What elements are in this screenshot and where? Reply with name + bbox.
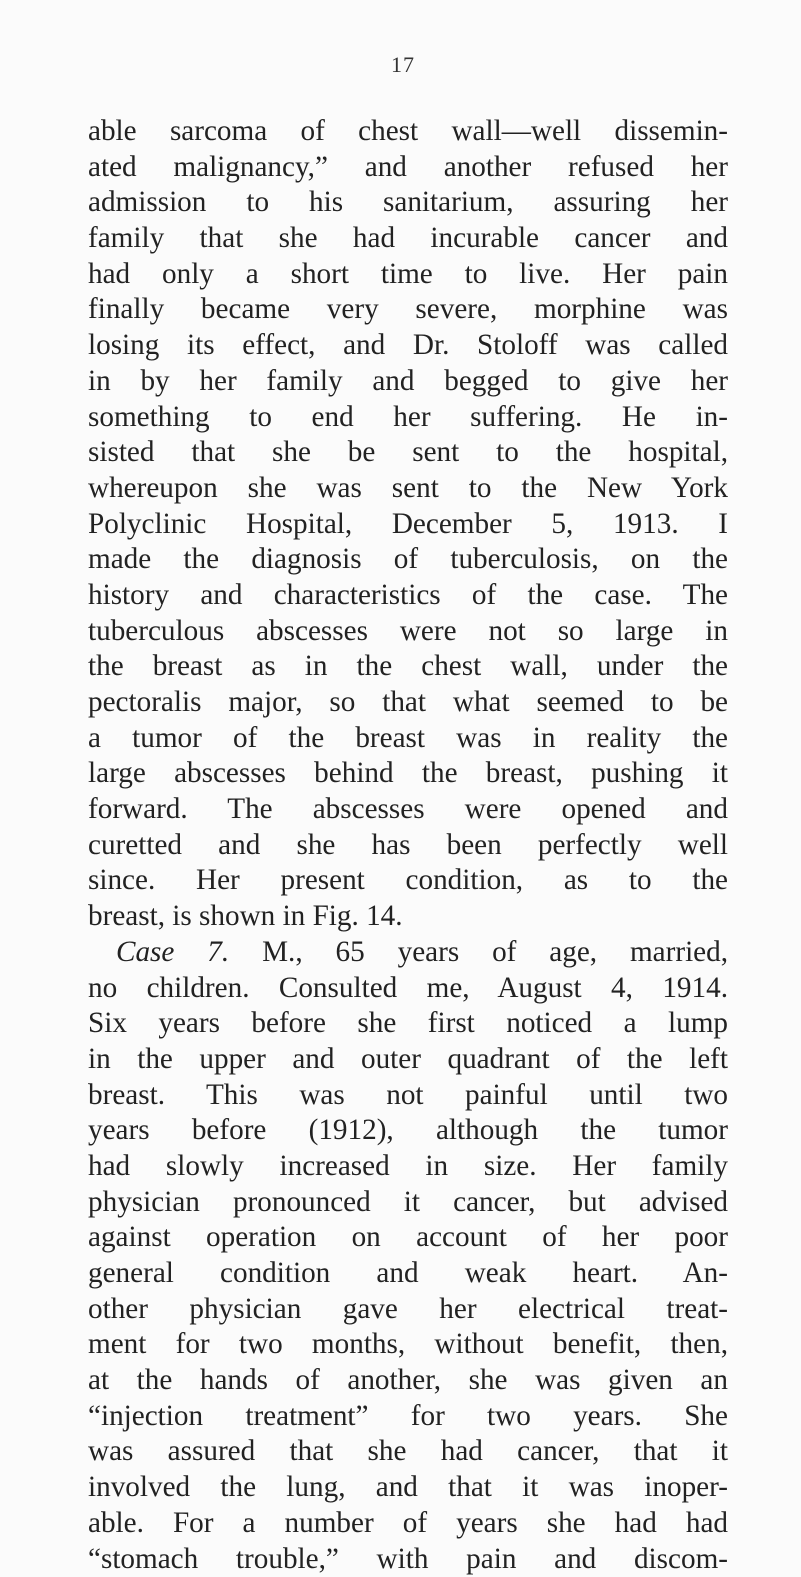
text-line: at the hands of another, she was given an [88,1363,728,1399]
text-line: had slowly increased in size. Her family [88,1149,728,1185]
text-line: in by her family and begged to give her [88,364,728,400]
text-line: tuberculous abscesses were not so large in [88,614,728,650]
text-line: physician pronounced it cancer, but advised [88,1185,728,1221]
text-line: years before (1912), although the tumor [88,1113,728,1149]
text-line: a tumor of the breast was in reality the [88,721,728,757]
text-line: breast, is shown in Fig. 14. [88,899,728,935]
text-line: admission to his sanitarium, assuring her [88,185,728,221]
text-line: “stomach trouble,” with pain and discom- [88,1542,728,1577]
text-line: finally became very severe, morphine was [88,292,728,328]
text-line: curetted and she has been perfectly well [88,828,728,864]
text-line: whereupon she was sent to the New York [88,471,728,507]
text-line: large abscesses behind the breast, pushing it [88,756,728,792]
text-line: ated malignancy,” and another refused her [88,150,728,186]
case-label: Case 7. [116,936,229,968]
text-line: able sarcoma of chest wall—well dissemin- [88,114,728,150]
text-line: had only a short time to live. Her pain [88,257,728,293]
case-paragraph-first-line [88,935,728,971]
text-line: ment for two months, without benefit, then, [88,1327,728,1363]
text-line: involved the lung, and that it was inoper- [88,1470,728,1506]
text-line: family that she had incurable cancer and [88,221,728,257]
text-line: general condition and weak heart. An- [88,1256,728,1292]
text-line: was assured that she had cancer, that it [88,1434,728,1470]
body-text [88,114,728,1577]
text-line: forward. The abscesses were opened and [88,792,728,828]
text-line: no children. Consulted me, August 4, 1914. [88,971,728,1007]
text-line: something to end her suffering. He in- [88,400,728,436]
text-line: pectoralis major, so that what seemed to be [88,685,728,721]
text-line: “injection treatment” for two years. She [88,1399,728,1435]
text-line: other physician gave her electrical treat- [88,1292,728,1328]
text-line: able. For a number of years she had had [88,1506,728,1542]
text-line: made the diagnosis of tuberculosis, on the [88,542,728,578]
text-line: breast. This was not painful until two [88,1078,728,1114]
text-line: history and characteristics of the case. The [88,578,728,614]
text-line: in the upper and outer quadrant of the left [88,1042,728,1078]
text-line: the breast as in the chest wall, under the [88,649,728,685]
text-line: sisted that she be sent to the hospital, [88,435,728,471]
text-line: against operation on account of her poor [88,1220,728,1256]
text-line: losing its effect, and Dr. Stoloff was called [88,328,728,364]
text-line: Six years before she first noticed a lump [88,1006,728,1042]
text-line: since. Her present condition, as to the [88,863,728,899]
page-number: 17 [388,52,418,78]
text-line-segment: M., 65 years of age, married, [262,936,728,968]
text-line: Polyclinic Hospital, December 5, 1913. I [88,507,728,543]
